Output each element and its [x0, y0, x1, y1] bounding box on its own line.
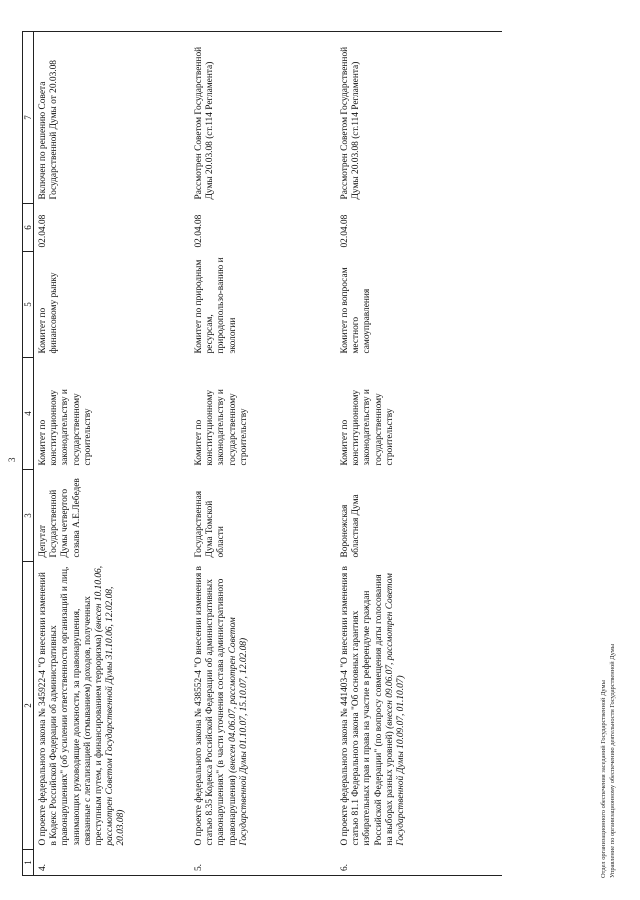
decision-note: Включен по решению Совета Государственной Думы от 20.03.08 — [34, 32, 191, 204]
bill-description — [336, 562, 502, 850]
bill-description — [34, 562, 191, 850]
footer — [600, 644, 617, 878]
header-cell: 3 — [23, 470, 34, 562]
review-date: 02.04.08 — [194, 214, 204, 248]
bill-author: Воронежская областная Дума — [340, 494, 362, 558]
row-number: 5. — [190, 850, 336, 876]
co-committee: Комитет по вопросам местного самоуправления — [340, 267, 373, 354]
bill-title: О проекте федерального закона № 438552-4 "О внесении изменения в статью 8.35 Кодекса Российской Федерации об административных правонарушениях" (в части уточнения состава административного правонарушения) — [194, 566, 238, 846]
row-number: 4. — [34, 850, 191, 876]
review-date: 02.04.08 — [38, 214, 48, 248]
row-number: 6. — [336, 850, 502, 876]
agenda-table — [22, 31, 502, 876]
bill-description — [190, 562, 336, 850]
responsible-committee: Комитет по конституционному законодательству и государственному строительству — [340, 389, 395, 466]
page-number: 3 — [7, 457, 17, 462]
bill-title: О проекте федерального закона № 345922-4 "О внесении изменений в Кодекс Российской Федерации об административных правонарушениях" (об усилении ответственности организаций и лиц, занимающих руководящие должности, за правонарушения, связанные с легализацией (отмыванием) доходов, полученных преступным путем, и финансированием терроризма) — [38, 566, 105, 846]
table-row — [34, 32, 191, 876]
footer-line: Управление по организационному обеспечению деятельности Государственной Думы — [608, 643, 616, 878]
bill-note: (внесен 04.06.07, рассмотрен Советом Государственной Думы 01.10.07, 15.10.07, 12.02.08) — [227, 617, 249, 846]
header-cell: 4 — [23, 358, 34, 470]
table-row — [190, 32, 336, 876]
header-cell: 5 — [23, 252, 34, 358]
table-row — [336, 32, 502, 876]
header-cell: 2 — [23, 562, 34, 850]
bill-title: О проекте федерального закона № 441403-4 "О внесении изменения в статью 81.1 Федерального закона "Об основных гарантиях избирательных прав и права на участие в референдуме граждан Российской Федерации" (по вопросу совмещения даты голосования на выборах разных уровней) — [340, 566, 395, 846]
bill-note: (внесен 10.10.06, рассмотрен Советом Государственной Думы 31.10.06, 12.02.08, 20.03.08) — [94, 565, 127, 846]
decision-note: Рассмотрен Советом Государственной Думы 20.03.08 (ст.114 Регламента) — [190, 32, 336, 204]
responsible-committee: Комитет по конституционному законодательству и государственному строительству — [194, 389, 249, 466]
responsible-committee: Комитет по конституционному законодательству и государственному строительству — [38, 389, 93, 466]
review-date: 02.04.08 — [340, 214, 350, 248]
header-cell: 6 — [23, 204, 34, 252]
header-cell: 7 — [23, 32, 34, 204]
table-header-row — [23, 32, 34, 876]
co-committee: Комитет по финансовому рынку — [38, 272, 60, 354]
decision-note: Рассмотрен Советом Государственной Думы 20.03.08 (ст.114 Регламента) — [336, 32, 502, 204]
bill-author: Государственная Дума Томской области — [194, 490, 227, 558]
footer-line: Отдел организационного обеспечения заседаний Государственной Думы — [600, 680, 607, 878]
bill-note: (внесен 09.06.07, рассмотрен Советом Государственной Думы 10.09.07, 01.10.07) — [384, 573, 407, 846]
bill-author: Депутат Государственной Думы четвертого созыва А.Е.Лебедев — [38, 478, 82, 558]
co-committee: Комитет по природным ресурсам, природопользо-ванию и экологии — [194, 257, 238, 354]
header-cell: 1 — [23, 850, 34, 876]
